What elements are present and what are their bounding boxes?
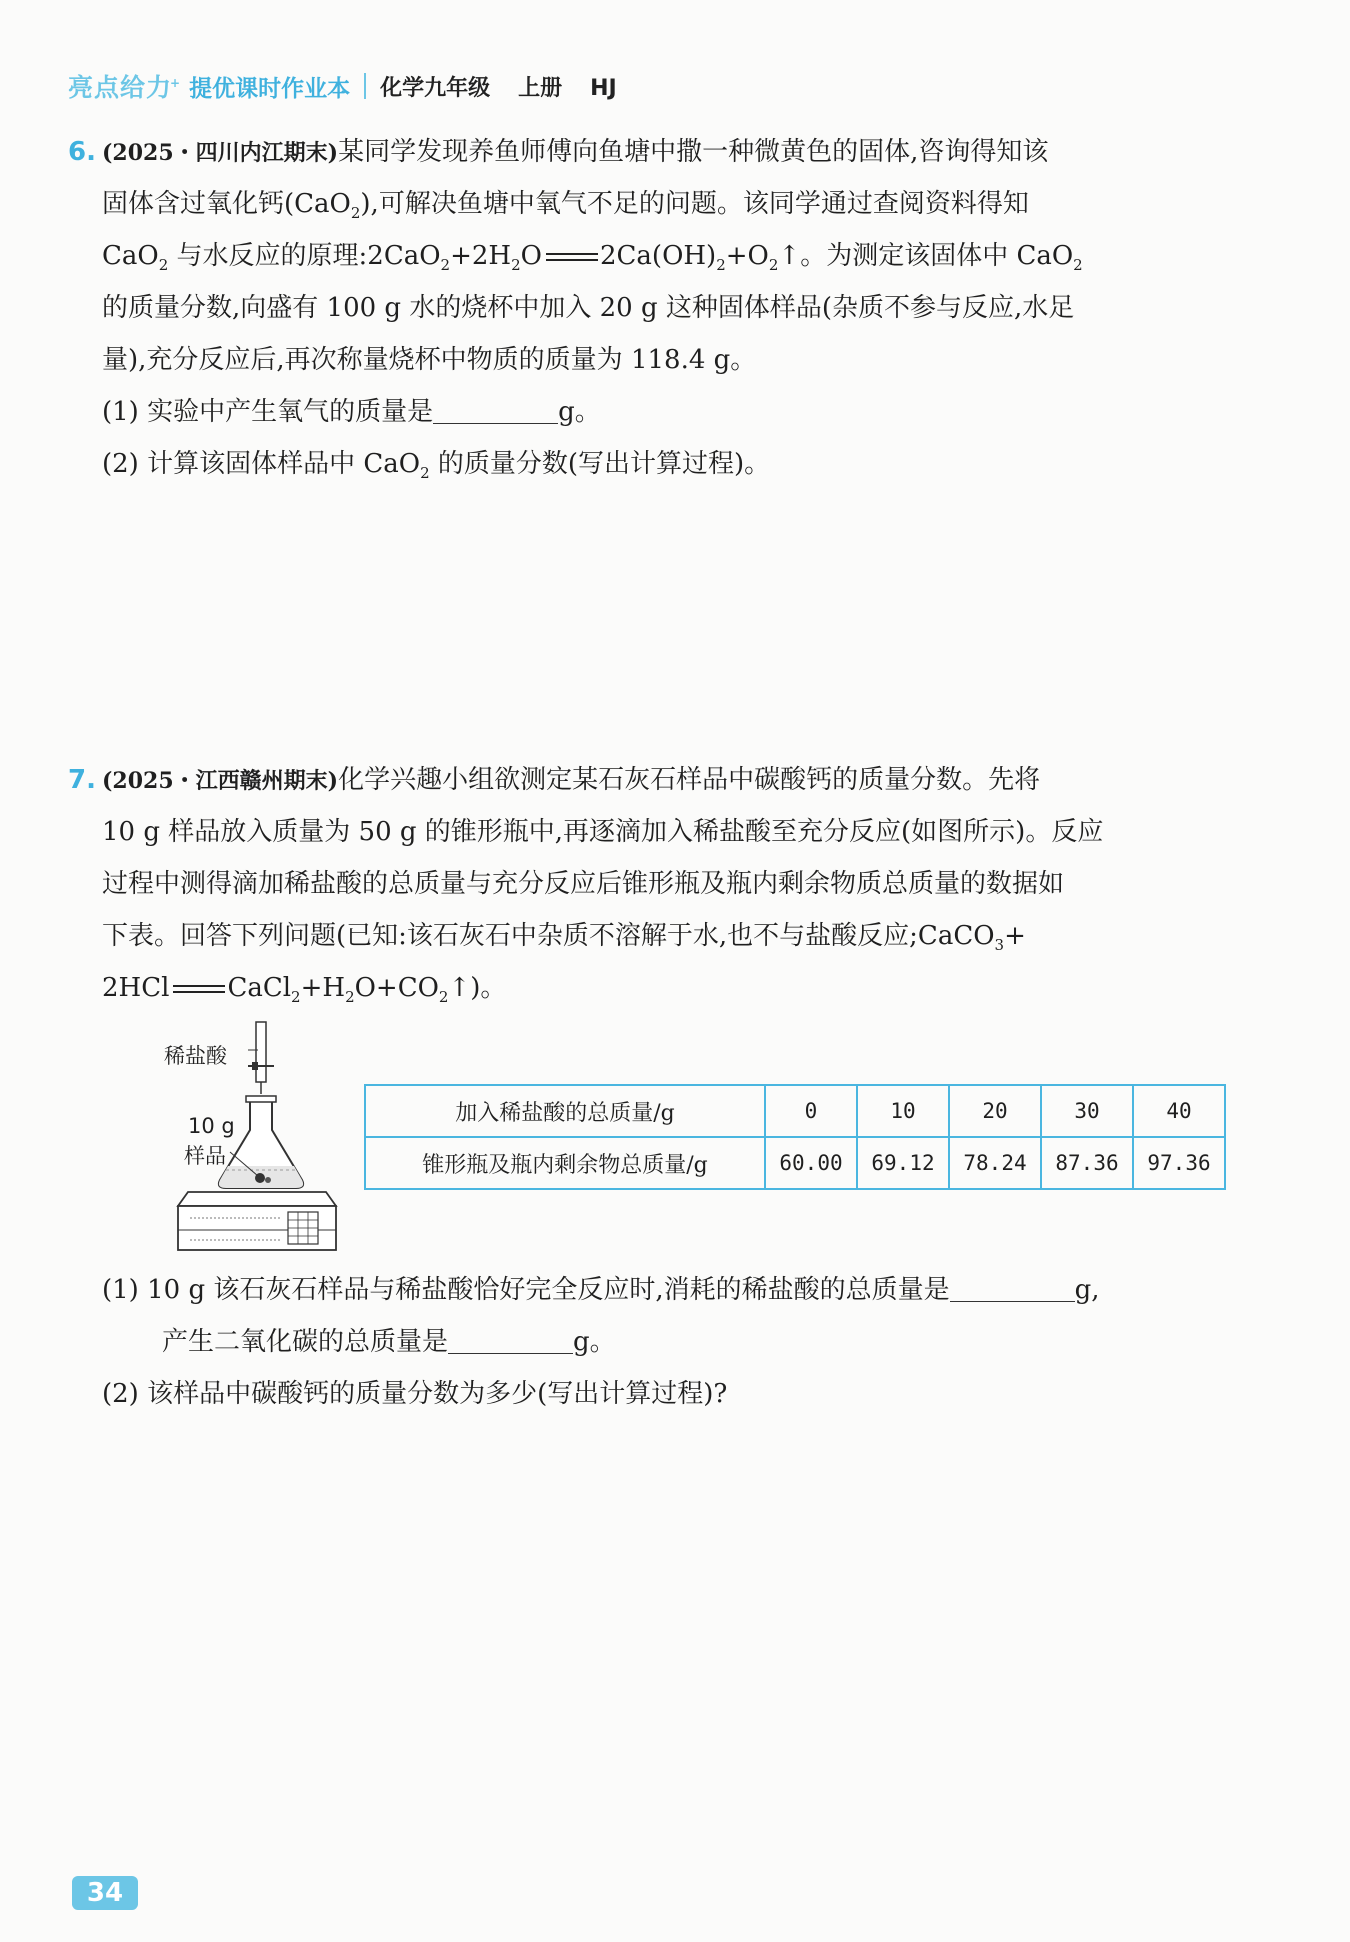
q7-subquestion-1-cont: 产生二氧化碳的总质量是 g。 xyxy=(68,1316,1300,1368)
q7-line-3: 过程中测得滴加稀盐酸的总质量与充分反应后锥形瓶及瓶内剩余物质总质量的数据如 xyxy=(102,869,1065,899)
subject-label: 化学九年级 xyxy=(380,75,491,101)
question-number: 6. xyxy=(68,137,96,167)
q7-subquestion-2: (2) 该样品中碳酸钙的质量分数为多少(写出计算过程)? xyxy=(102,1379,728,1409)
table-cell: 97.36 xyxy=(1133,1137,1225,1189)
answer-blank[interactable] xyxy=(448,1323,573,1354)
q6-line-5: 量),充分反应后,再次称量烧杯中物质的质量为 118.4 g。 xyxy=(102,345,757,375)
q7-subquestions xyxy=(68,1264,1300,1420)
answer-blank[interactable] xyxy=(950,1271,1075,1302)
equals-sign xyxy=(542,247,600,267)
table-cell: 20 xyxy=(949,1085,1041,1137)
acid-label: 稀盐酸 xyxy=(164,1044,227,1068)
book-subtitle: 提优课时作业本 xyxy=(189,75,351,102)
page-header xyxy=(68,68,645,104)
q6-subquestion-2: (2) 计算该固体样品中 CaO$_2$ 的质量分数(写出计算过程)。 xyxy=(102,449,771,483)
table-cell: 40 xyxy=(1133,1085,1225,1137)
volume-label: 上册 xyxy=(518,75,563,101)
q7-line-1 xyxy=(68,754,1300,806)
row-header: 加入稀盐酸的总质量/g xyxy=(365,1085,765,1137)
question-source: (2025・江西赣州期末) xyxy=(102,768,339,794)
data-table xyxy=(364,1084,1226,1190)
table-cell: 87.36 xyxy=(1041,1137,1133,1189)
q6-line-2: 固体含过氧化钙(CaO$_2$),可解决鱼塘中氧气不足的问题。该同学通过查阅资料得知 xyxy=(102,189,1029,223)
q6-line-3: CaO$_2$ 与水反应的原理$:2CaO_2+2H_2O$ $2Ca(OH)_2+O_2↑$。为测定该固体中 CaO$_2$ xyxy=(102,241,1083,275)
answer-blank[interactable] xyxy=(433,393,558,424)
table-cell: 78.24 xyxy=(949,1137,1041,1189)
q6-text-1: 某同学发现养鱼师傅向鱼塘中撒一种微黄色的固体,咨询得知该 xyxy=(338,137,1049,167)
table-cell: 10 xyxy=(857,1085,949,1137)
question-7 xyxy=(68,754,1300,1014)
q6-subquestion-1: (1) 实验中产生氧气的质量是 g。 xyxy=(68,386,1300,438)
apparatus-figure xyxy=(164,1020,350,1260)
table-cell: 30 xyxy=(1041,1085,1133,1137)
sample-mass-label: 10 g xyxy=(188,1114,235,1138)
q6-line-1 xyxy=(68,126,1300,178)
table-cell: 60.00 xyxy=(765,1137,857,1189)
q7-subquestion-1: (1) 10 g 该石灰石样品与稀盐酸恰好完全反应时,消耗的稀盐酸的总质量是 g, xyxy=(68,1264,1300,1316)
q7-text-1: 化学兴趣小组欲测定某石灰石样品中碳酸钙的质量分数。先将 xyxy=(338,765,1041,795)
q7-line-4: 下表。回答下列问题(已知:该石灰石中杂质不溶解于水,也不与盐酸反应;CaCO$_3$+ xyxy=(102,921,1026,955)
book-info xyxy=(380,71,645,102)
row-header: 锥形瓶及瓶内剩余物总质量/g xyxy=(365,1137,765,1189)
page-number: 34 xyxy=(72,1876,138,1910)
sample-label: 样品 xyxy=(184,1144,226,1168)
equals-sign xyxy=(169,979,227,999)
brand-logo: 亮点给力+ xyxy=(68,73,182,102)
question-source: (2025・四川内江期末) xyxy=(102,140,339,166)
edition-label: HJ xyxy=(590,75,617,101)
q7-line-5: 2HCl $CaCl_2+H_2O+CO_2↑$)。 xyxy=(102,973,507,1007)
table-cell: 0 xyxy=(765,1085,857,1137)
q6-line-4: 的质量分数,向盛有 100 g 水的烧杯中加入 20 g 这种固体样品(杂质不参与反应,水足 xyxy=(102,293,1075,323)
table-row xyxy=(365,1085,1225,1137)
question-6 xyxy=(68,126,1300,490)
header-divider xyxy=(364,73,366,99)
table-cell: 69.12 xyxy=(857,1137,949,1189)
table-row xyxy=(365,1137,1225,1189)
question-number: 7. xyxy=(68,765,96,795)
q7-line-2: 10 g 样品放入质量为 50 g 的锥形瓶中,再逐滴加入稀盐酸至充分反应(如图所示)。反应 xyxy=(102,817,1104,847)
